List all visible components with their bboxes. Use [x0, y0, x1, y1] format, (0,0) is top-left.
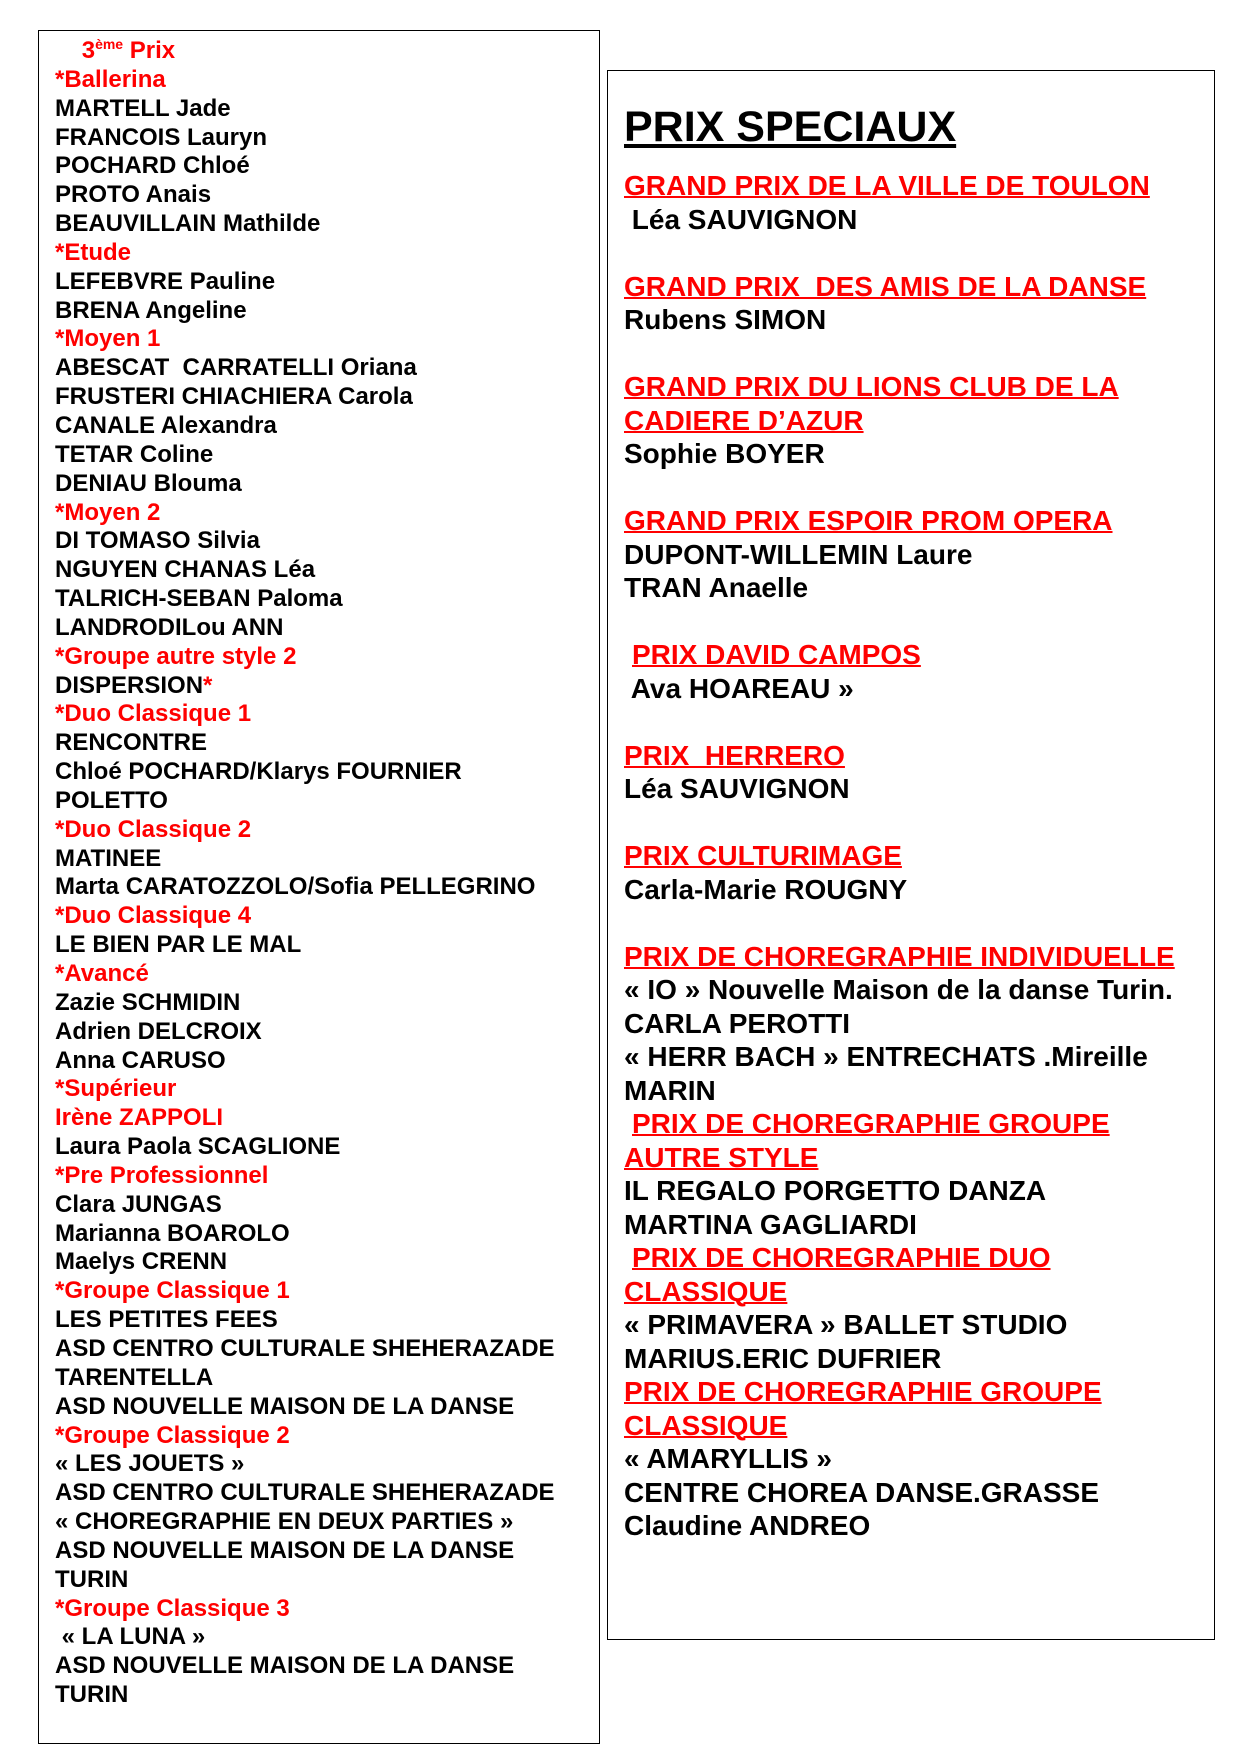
category-heading [55, 66, 595, 95]
line-text: BEAUVILLAIN Mathilde [55, 210, 321, 238]
line-text: ASD NOUVELLE MAISON DE LA DANSE [55, 1536, 515, 1564]
line-text: Sophie BOYER [624, 438, 825, 469]
line-text: MARTINA GAGLIARDI [624, 1208, 917, 1240]
line-text: FRANCOIS Lauryn [55, 123, 268, 151]
line-text: « HERR BACH » ENTRECHATS .Mireille [624, 1041, 1148, 1072]
line-text: LE BIEN PAR LE MAL [55, 931, 302, 959]
winner-line [55, 1681, 595, 1710]
line-text: LANDRODILou ANN [55, 613, 284, 641]
winner-line [55, 268, 595, 297]
winner-line [55, 1652, 595, 1681]
line-text: *Duo Classique 4 [55, 902, 252, 930]
laureate-line [624, 672, 1208, 706]
line-text: Léa SAUVIGNON [624, 203, 858, 235]
line-text: PRIX CULTURIMAGE [624, 840, 902, 871]
heading-word: Prix [129, 37, 176, 64]
laureate-line [624, 1342, 1208, 1376]
winner-line [55, 1508, 595, 1537]
line-text: ASD CENTRO CULTURALE SHEHERAZADE [55, 1334, 555, 1362]
spacer [624, 337, 1208, 371]
special-prizes-content [624, 101, 1208, 1543]
line-text: DENIAU Blouma [55, 469, 242, 497]
line-text: MARIUS.ERIC DUFRIER [624, 1342, 942, 1374]
line-text: PRIX DAVID CAMPOS [632, 639, 921, 670]
line-text: PRIX DE CHOREGRAPHIE INDIVIDUELLE [624, 940, 1175, 972]
laureate-line [624, 1208, 1208, 1242]
spacer [624, 806, 1208, 840]
winner-line [55, 845, 595, 874]
line-text: Anna CARUSO [55, 1046, 226, 1074]
line-text: Carla-Marie ROUGNY [624, 873, 908, 905]
winner-line [55, 1191, 595, 1220]
winner-line [55, 729, 595, 758]
winner-line [55, 1220, 595, 1249]
winner-line [55, 124, 595, 153]
prize-title [624, 1409, 1208, 1443]
winner-line [55, 354, 595, 383]
line-text: MARIN [624, 1074, 716, 1106]
line-text: « LA LUNA » [55, 1623, 206, 1651]
winner-line [55, 1623, 595, 1652]
line-text: Rubens SIMON [624, 304, 827, 335]
prize-title [624, 839, 1208, 873]
prize-title [624, 739, 1208, 773]
winner-line [55, 181, 595, 210]
winner-line [55, 1566, 595, 1595]
line-text: Marianna BOAROLO [55, 1219, 290, 1247]
line-text: TARENTELLA [55, 1363, 214, 1391]
line-text: « LES JOUETS » [55, 1450, 245, 1478]
category-heading [55, 960, 595, 989]
laureate-line [624, 1442, 1208, 1476]
line-text: GRAND PRIX ESPOIR PROM OPERA [624, 505, 1113, 536]
laureate-line [624, 1007, 1208, 1041]
spacer [624, 906, 1208, 940]
winner-line [55, 297, 595, 326]
prize-title [624, 504, 1208, 538]
special-prizes-box [607, 70, 1215, 1640]
line-text: ASD NOUVELLE MAISON DE LA DANSE [55, 1652, 515, 1680]
winner-line [55, 931, 595, 960]
line-text: POLETTO [55, 786, 168, 814]
line-text: Claudine ANDREO [624, 1510, 871, 1541]
winner-line [55, 527, 595, 556]
line-text: TALRICH-SEBAN Paloma [55, 585, 343, 613]
winner-line [55, 1306, 595, 1335]
line-text: PRIX DE CHOREGRAPHIE GROUPE [624, 1376, 1102, 1407]
line-text: TETAR Coline [55, 440, 214, 468]
spacer [624, 471, 1208, 505]
category-heading [55, 700, 595, 729]
prize-title [624, 1107, 1208, 1141]
line-text: PRIX DE CHOREGRAPHIE GROUPE [632, 1108, 1110, 1139]
line-text: TURIN [55, 1565, 129, 1593]
line-text: *Groupe Classique 1 [55, 1277, 290, 1305]
line-text: *Avancé [55, 960, 149, 987]
line-text: Laura Paola SCAGLIONE [55, 1133, 341, 1161]
line-text: *Duo Classique 2 [55, 815, 252, 843]
line-text: CLASSIQUE [624, 1275, 788, 1307]
line-text: RENCONTRE [55, 729, 208, 757]
line-text: CENTRE CHOREA DANSE.GRASSE [624, 1476, 1100, 1508]
category-heading [55, 325, 595, 354]
winner-line [55, 1537, 595, 1566]
line-text: Chloé POCHARD/Klarys FOURNIER [55, 758, 462, 786]
prize-title [624, 370, 1208, 404]
line-text: PRIX DE CHOREGRAPHIE DUO [632, 1242, 1051, 1273]
line-text: CARLA PEROTTI [624, 1007, 851, 1039]
line-text: LEFEBVRE Pauline [55, 267, 276, 295]
line-text: MARTELL Jade [55, 94, 231, 122]
prize-title [624, 638, 1208, 672]
prize-title [624, 1141, 1208, 1175]
line-text: TURIN [55, 1681, 129, 1709]
winner-line [55, 672, 595, 701]
laureate-line [624, 772, 1208, 806]
laureate-line [624, 873, 1208, 907]
line-text: CLASSIQUE [624, 1409, 788, 1441]
winner-line [55, 412, 595, 441]
winner-line [55, 758, 595, 787]
category-heading [55, 816, 595, 845]
laureate-line [624, 1509, 1208, 1543]
laureate-line [624, 538, 1208, 572]
winner-line [55, 614, 595, 643]
winner-line [55, 1133, 595, 1162]
line-text: CANALE Alexandra [55, 411, 277, 439]
winner-line [55, 152, 595, 181]
laureate-line [624, 437, 1208, 471]
line-text: Adrien DELCROIX [55, 1017, 262, 1045]
winner-line [55, 873, 595, 902]
winner-line [55, 383, 595, 412]
winner-line [55, 1248, 595, 1277]
line-text: « IO » Nouvelle Maison de la danse Turin. [624, 974, 1173, 1005]
category-heading [55, 643, 595, 672]
line-text: *Supérieur [55, 1075, 177, 1103]
laureate-line [624, 1174, 1208, 1208]
laureate-line [624, 571, 1208, 605]
laureate-line [624, 203, 1208, 237]
winner-line [55, 1335, 595, 1364]
category-heading [55, 1162, 595, 1191]
prize-title [624, 270, 1208, 304]
line-text: *Groupe autre style 2 [55, 642, 297, 670]
line-text: *Ballerina [55, 65, 166, 93]
winner-line [55, 1364, 595, 1393]
laureate-line [624, 1476, 1208, 1510]
laureate-line [624, 1074, 1208, 1108]
special-prizes-title: PRIX SPECIAUX [624, 103, 957, 151]
line-text: BRENA Angeline [55, 296, 247, 324]
prize-title [624, 1275, 1208, 1309]
prize-title [624, 940, 1208, 974]
line-text: *Duo Classique 1 [55, 700, 252, 728]
winner-line [55, 1479, 595, 1508]
line-text: GRAND PRIX DU LIONS CLUB DE LA [624, 371, 1119, 402]
category-heading [55, 1595, 595, 1624]
line-text: Irène ZAPPOLI [55, 1104, 224, 1132]
line-text: *Groupe Classique 3 [55, 1594, 290, 1622]
line-text: GRAND PRIX DE LA VILLE DE TOULON [624, 170, 1150, 201]
line-text: MATINEE [55, 844, 162, 872]
winner-line [55, 210, 595, 239]
line-text: Ava HOAREAU » [624, 672, 854, 704]
line-text: Clara JUNGAS [55, 1190, 222, 1218]
line-text: Zazie SCHMIDIN [55, 988, 241, 1016]
winner-line [55, 95, 595, 124]
laureate-line [624, 1040, 1208, 1074]
laureate-line [624, 973, 1208, 1007]
category-heading [55, 239, 595, 268]
category-heading [55, 1075, 595, 1104]
line-text: DISPERSION [55, 671, 204, 699]
heading-number: 3 [81, 37, 96, 64]
line-text: « CHOREGRAPHIE EN DEUX PARTIES » [55, 1508, 514, 1536]
laureate-line [624, 303, 1208, 337]
winner-line [55, 470, 595, 499]
heading-superscript: ème [95, 36, 124, 52]
winner-line [55, 1393, 595, 1422]
line-text: Léa SAUVIGNON [624, 773, 850, 804]
left-prize-list-box [38, 30, 600, 1744]
left-prize-list [55, 37, 595, 1710]
line-text: *Moyen 1 [55, 325, 161, 353]
line-text: « AMARYLLIS » [624, 1443, 832, 1474]
third-prize-heading [55, 37, 595, 66]
category-heading [55, 902, 595, 931]
line-text: Marta CARATOZZOLO/Sofia PELLEGRINO [55, 873, 536, 901]
prize-title [624, 1375, 1208, 1409]
line-text: PROTO Anais [55, 181, 212, 209]
line-text: PRIX HERRERO [624, 739, 845, 771]
prize-title [624, 404, 1208, 438]
line-text: POCHARD Chloé [55, 152, 250, 180]
category-heading [55, 1104, 595, 1133]
category-heading [55, 499, 595, 528]
line-text: *Groupe Classique 2 [55, 1421, 290, 1449]
line-text: DUPONT-WILLEMIN Laure [624, 538, 973, 570]
category-heading [55, 1422, 595, 1451]
asterisk-suffix: * [203, 671, 213, 699]
line-text: *Moyen 2 [55, 498, 161, 526]
prize-title [624, 169, 1208, 203]
winner-line [55, 441, 595, 470]
winner-line [55, 556, 595, 585]
line-text: « PRIMAVERA » BALLET STUDIO [624, 1309, 1068, 1340]
category-heading [55, 1277, 595, 1306]
line-text: *Etude [55, 238, 132, 266]
line-text: AUTRE STYLE [624, 1141, 819, 1173]
line-text: GRAND PRIX DES AMIS DE LA DANSE [624, 270, 1147, 302]
line-text: LES PETITES FEES [55, 1306, 278, 1334]
spacer [624, 705, 1208, 739]
line-text: Maelys CRENN [55, 1248, 228, 1276]
laureate-line [624, 1308, 1208, 1342]
line-text: FRUSTERI CHIACHIERA Carola [55, 383, 413, 411]
spacer [624, 605, 1208, 639]
winner-line [55, 787, 595, 816]
line-text: NGUYEN CHANAS Léa [55, 556, 316, 584]
line-text: IL REGALO PORGETTO DANZA [624, 1175, 1047, 1206]
line-text: *Pre Professionnel [55, 1161, 269, 1189]
line-text: CADIERE D’AZUR [624, 404, 864, 436]
winner-line [55, 1047, 595, 1076]
line-text: DI TOMASO Silvia [55, 527, 260, 555]
line-text: ABESCAT CARRATELLI Oriana [55, 354, 417, 382]
winner-line [55, 1018, 595, 1047]
winner-line [55, 585, 595, 614]
prize-title [624, 1241, 1208, 1275]
line-text: ASD NOUVELLE MAISON DE LA DANSE [55, 1392, 515, 1420]
line-text: ASD CENTRO CULTURALE SHEHERAZADE [55, 1479, 555, 1507]
line-text: TRAN Anaelle [624, 572, 809, 603]
spacer [624, 236, 1208, 270]
winner-line [55, 989, 595, 1018]
winner-line [55, 1450, 595, 1479]
